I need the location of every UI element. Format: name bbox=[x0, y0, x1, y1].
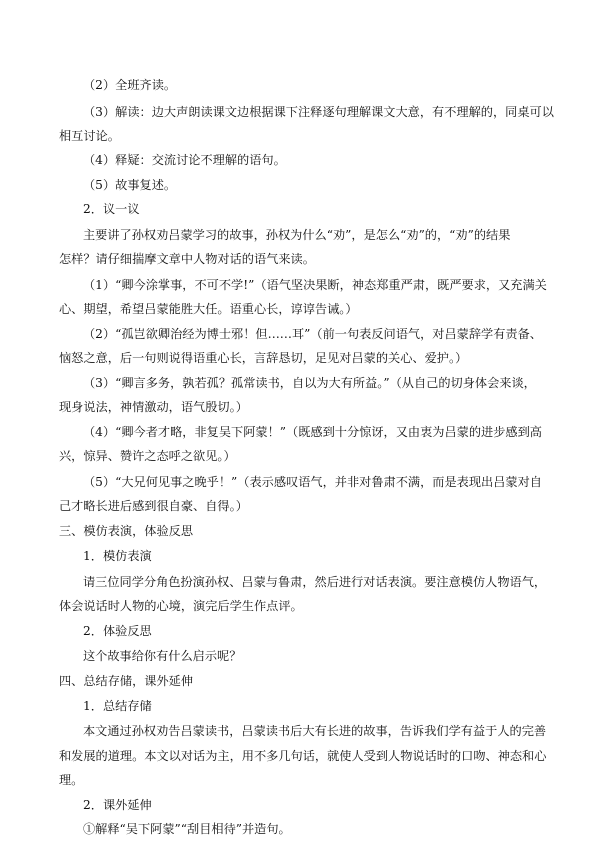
text-line: 体会说话时人物的心境，演完后学生作点评。 bbox=[59, 599, 303, 613]
text-line: 相互讨论。 bbox=[59, 129, 120, 143]
text-line: 怎样？请仔细揣摩文章中人物对话的语气来读。 bbox=[59, 252, 315, 266]
text-line: （4）“卿今者才略，非复吴下阿蒙！”（既感到十分惊讶，又由衷为吕蒙的进步感到高 bbox=[83, 425, 542, 439]
text-line: （5）故事复述。 bbox=[83, 178, 177, 192]
text-line: 己才略长进后感到很自豪、自得。） bbox=[59, 499, 248, 513]
section-heading: 四、总结存储，课外延伸 bbox=[59, 674, 194, 688]
text-line: （4）释疑：交流讨论不理解的语句。 bbox=[83, 153, 286, 167]
section-heading: 1．模仿表演 bbox=[83, 549, 152, 563]
text-line: 现身说法，神情激动，语气殷切。） bbox=[59, 400, 248, 414]
text-line: 主要讲了孙权劝吕蒙学习的故事，孙权为什么“劝”，是怎么“劝”的，“劝”的结果 bbox=[83, 228, 511, 242]
text-line: 本文通过孙权劝告吕蒙读书，吕蒙读书后大有长进的故事，告诉我们学有益于人的完善 bbox=[83, 724, 547, 738]
text-line: 心、期望，希望吕蒙能胜大任。语重心长，谆谆告诫。） bbox=[59, 302, 358, 316]
text-line: （5）“大兄何见事之晚乎！”（表示感叹语气，并非对鲁肃不满，而是表现出吕蒙对自 bbox=[83, 475, 542, 489]
text-line: 请三位同学分角色扮演孙权、吕蒙与鲁肃，然后进行对话表演。要注意模仿人物语气， bbox=[83, 575, 547, 589]
text-line: （3）解读：边大声朗读课文边根据课下注释逐句理解课文大意，有不理解的，同桌可以 bbox=[83, 105, 554, 119]
text-line: （2）全班齐读。 bbox=[83, 78, 177, 92]
text-line: （1）“卿今涂掌事，不可不学!”（语气坚决果断，神态郑重严肃，既严要求，又充满关 bbox=[83, 278, 547, 292]
section-heading: 三、模仿表演，体验反思 bbox=[59, 524, 194, 538]
text-line: 兴，惊异、赞许之态呼之欲见。） bbox=[59, 449, 236, 463]
text-line: （2）“孤岂欲卿治经为博士邪！但……耳”（前一句表反问语气，对吕蒙辞学有责备、 bbox=[83, 327, 542, 341]
text-line: 恼怒之意，后一句则说得语重心长，言辞恳切，足见对吕蒙的关心、爱护。） bbox=[59, 351, 468, 365]
text-line: ①解释“吴下阿蒙”“刮目相待”并造句。 bbox=[83, 822, 291, 836]
text-line: 和发展的道理。本文以对话为主，用不多几句话，就使人受到人物说话时的口吻、神态和心 bbox=[59, 749, 547, 763]
section-heading: 1．总结存储 bbox=[83, 699, 152, 713]
section-heading: 2．议一议 bbox=[83, 202, 140, 216]
text-line: 理。 bbox=[59, 773, 84, 787]
section-heading: 2．体验反思 bbox=[83, 624, 152, 638]
text-line: （3）“卿言多务，孰若孤？孤常读书，自以为大有所益。”（从自己的切身体会来谈， bbox=[83, 376, 536, 390]
section-heading: 2．课外延伸 bbox=[83, 798, 152, 812]
text-line: 这个故事给你有什么启示呢？ bbox=[83, 649, 242, 663]
